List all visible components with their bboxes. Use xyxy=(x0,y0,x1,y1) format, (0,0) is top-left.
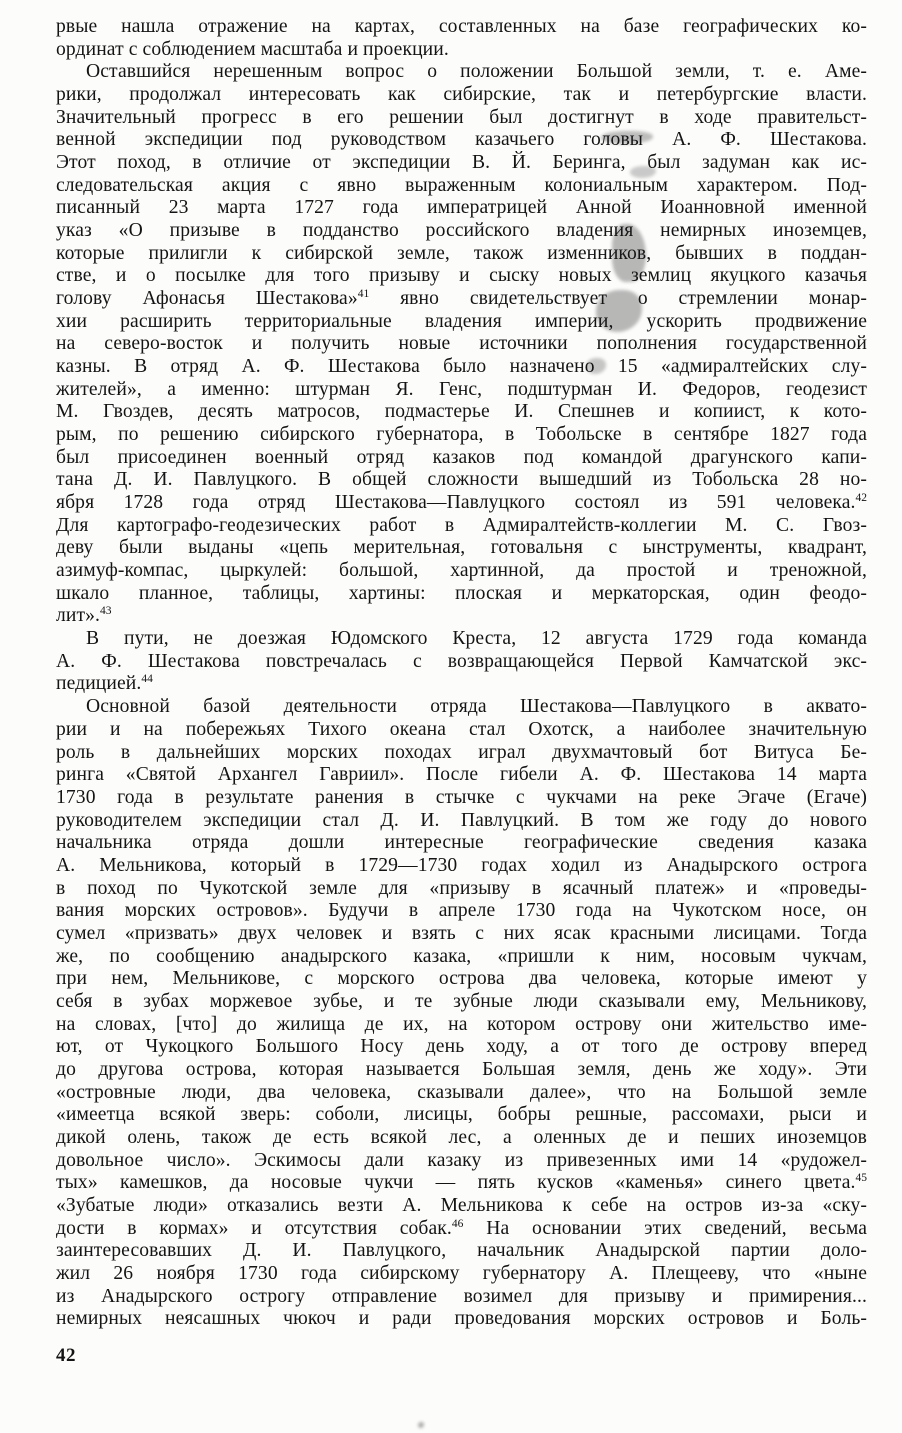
text-line: в поход по Чукотской земле для «призыву в ясачный платеж» и «проведы- xyxy=(56,877,867,899)
footnote-reference: 41 xyxy=(357,288,370,301)
text-line: жителей», а именно: штурман Я. Генс, подштурман И. Федоров, геодезист xyxy=(56,378,867,400)
text-line: до другова острова, которая называется Большая земля, день же ходу». Эти xyxy=(56,1058,867,1080)
text-line: Для картографо-геодезических работ в Адмиралтейств-коллегии М. С. Гвоз- xyxy=(56,514,867,536)
scan-artifact xyxy=(418,1422,424,1428)
page-number: 42 xyxy=(56,1345,76,1366)
text-line: рии и на побережьях Тихого океана стал Охотск, а наиболее значительную xyxy=(56,718,867,740)
text-line: педицией.$^{44}$ xyxy=(56,673,153,695)
text-line: указ «О призыве в подданство российского владения немирных иноземцев, xyxy=(56,220,867,242)
text-line: довольное число». Эскимосы дали казаку из привезенных ими 14 «рудожел- xyxy=(56,1149,867,1171)
text-block xyxy=(56,16,867,1331)
text-line: писанный 23 марта 1727 года императрицей Анной Иоанновной именной xyxy=(56,197,867,219)
text-line: тых» камешков, да носовые чукчи — пять кусков «каменья» синего цвета.$^{45}$ xyxy=(56,1172,867,1194)
text-line: Значительный прогресс в его решении был достигнут в ходе правительст- xyxy=(56,106,867,128)
text-line: жил 26 ноября 1730 года сибирскому губернатору А. Плещееву, что «ныне xyxy=(56,1262,867,1284)
text-line: венной экспедиции под руководством казачьего головы А. Ф. Шестакова. xyxy=(56,129,867,151)
text-line: же, по сообщению анадырского казака, «пришли к ним, носовым чукчам, xyxy=(56,945,867,967)
text-line: ринга «Святой Архангел Гавриил». После гибели А. Ф. Шестакова 14 марта xyxy=(56,764,867,786)
text-line: которые прилигли к сибирской земле, також изменников, бывших в поддан- xyxy=(56,242,867,264)
footnote-reference: 46 xyxy=(451,1217,464,1230)
text-line: Оставшийся нерешенным вопрос о положении Большой земли, т. е. Аме- xyxy=(86,61,867,83)
text-line: себя в зубах моржевое зубье, и те зубные люди сказывали ему, Мельникову, xyxy=(56,990,867,1012)
text-line: А. Мельникова, который в 1729—1730 годах ходил из Анадырского острога xyxy=(56,854,867,876)
text-line: на словах, [что] до жилища де их, на котором острову они жительство име- xyxy=(56,1013,867,1035)
text-line: вания морских островов». Будучи в апреле 1730 года на Чукотском носе, он xyxy=(56,900,867,922)
text-line: М. Гвоздев, десять матросов, подмастерье И. Спешнев и копиист, к кото- xyxy=(56,401,867,423)
text-line: сумел «призвать» двух человек и взять с них ясак красными лисицами. Тогда xyxy=(56,922,867,944)
text-line: «Зубатые люди» отказались везти А. Мельникова к себе на остров из-за «ску- xyxy=(56,1194,867,1216)
text-line: ября 1728 года отряд Шестакова—Павлуцкого состоял из 591 человека.$^{42}$ xyxy=(56,492,867,514)
text-line: дости в кормах» и отсутствия собак.$^{46}$ На основании этих сведений, весьма xyxy=(56,1217,867,1239)
text-line: Основной базой деятельности отряда Шестакова—Павлуцкого в аквато- xyxy=(86,696,867,718)
text-line: В пути, не доезжая Юдомского Креста, 12 августа 1729 года команда xyxy=(86,628,867,650)
text-line: рым, по решению сибирского губернатора, в Тобольске в сентябре 1827 года xyxy=(56,424,867,446)
text-line: азимуф-компас, цыркулей: большой, хартинной, да простой и треножной, xyxy=(56,560,867,582)
text-line: на северо-восток и получить новые источники пополнения государственной xyxy=(56,333,867,355)
text-line: тана Д. И. Павлуцкого. В общей сложности вышедший из Тобольска 28 но- xyxy=(56,469,867,491)
text-line: «имеетца всякой зверь: соболи, лисицы, бобры решные, рассомахи, рыси и xyxy=(56,1104,867,1126)
footnote-reference: 44 xyxy=(141,673,153,686)
text-line: деву были выданы «цепь мерительная, готовальня с ынструменты, квадрант, xyxy=(56,537,867,559)
text-line: Этот поход, в отличие от экспедиции В. Й. Беринга, был задуман как ис- xyxy=(56,152,867,174)
text-line: роль в дальнейших морских походах играл двухмачтовый бот Витуса Бе- xyxy=(56,741,867,763)
text-line: следовательская акция с явно выраженным колониальным характером. Под- xyxy=(56,174,867,196)
text-line: руководителем экспедиции стал Д. И. Павлуцкий. В том же году до нового xyxy=(56,809,867,831)
text-line: ют, от Чукоцкого Большого Носу день ходу, а от того де острову вперед xyxy=(56,1036,867,1058)
text-line: заинтересовавших Д. И. Павлуцкого, начальник Анадырской партии доло- xyxy=(56,1240,867,1262)
footnote-reference: 42 xyxy=(855,492,867,505)
text-line: шкало планное, таблицы, хартины: плоская и меркаторская, один феодо- xyxy=(56,582,867,604)
text-line: А. Ф. Шестакова повстречалась с возвращающейся Первой Камчатской экс- xyxy=(56,650,867,672)
text-line: рики, продолжал интересовать как сибирские, так и петербургские власти. xyxy=(56,84,867,106)
text-line: стве, и о посылке для того призыву и сыску новых землиц якуцкого казачья xyxy=(56,265,867,287)
text-line: был присоединен военный отряд казаков под командой драгунского капи- xyxy=(56,446,867,468)
footnote-reference: 43 xyxy=(100,605,112,618)
text-line: «островные люди, два человека, сказывали далее», что на Большой земле xyxy=(56,1081,867,1103)
text-line: 1730 года в результате ранения в стычке с чукчами на реке Эгаче (Егаче) xyxy=(56,786,867,808)
text-line: лит».$^{43}$ xyxy=(56,605,112,627)
text-line: немирных неясашных чюкоч и ради проведования морских островов и Боль- xyxy=(56,1308,867,1330)
text-line: при нем, Мельникове, с морского острова два человека, которые имеют у xyxy=(56,968,867,990)
text-line: из Анадырского острогу отправление возимел для призыву и примирения... xyxy=(56,1285,867,1307)
text-line: голову Афонасья Шестакова»$^{41}$ явно свидетельствует о стремлении монар- xyxy=(56,288,867,310)
text-line: хии расширить территориальные владения империи, ускорить продвижение xyxy=(56,310,867,332)
footnote-reference: 45 xyxy=(855,1172,867,1185)
text-line: начальника отряда дошли интересные географические сведения казака xyxy=(56,832,867,854)
text-line: рвые нашла отражение на картах, составленных на базе географических ко- xyxy=(56,16,867,37)
text-line: дикой олень, також де есть всякой лес, а оленных де и пеших иноземцов xyxy=(56,1126,867,1148)
text-line: ординат с соблюдением масштаба и проекции. xyxy=(56,38,449,60)
text-line: казны. В отряд А. Ф. Шестакова было назначено 15 «адмиралтейских слу- xyxy=(56,356,867,378)
